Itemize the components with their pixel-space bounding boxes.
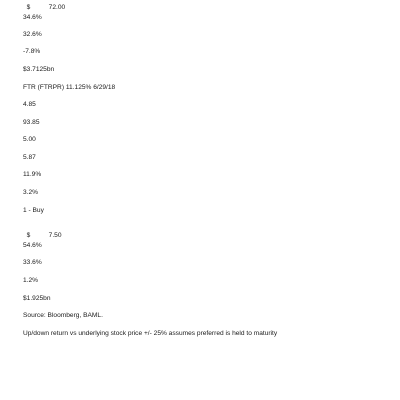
- value-line: 5.87: [23, 154, 36, 161]
- footnote: Up/down return vs underlying stock price +/- 25% assumes preferred is held to maturity: [23, 330, 278, 337]
- value-line: 32.6%: [23, 31, 42, 38]
- currency-symbol: $: [26, 232, 31, 239]
- value-line: 4.85: [23, 101, 36, 108]
- value-line: 54.6%: [23, 242, 42, 249]
- value-line: 93.85: [23, 119, 40, 126]
- price-value: 7.50: [48, 232, 62, 239]
- source-note: Source: Bloomberg, BAML.: [23, 312, 103, 319]
- currency-symbol: $: [26, 4, 31, 11]
- value-line: 1.2%: [23, 277, 39, 284]
- value-line: 5.00: [23, 136, 36, 143]
- value-line: 3.2%: [23, 189, 39, 196]
- value-line: $1.925bn: [23, 295, 51, 302]
- value-line: 34.6%: [23, 14, 42, 21]
- price-row-top: [23, 0, 65, 12]
- rating-line: 1 - Buy: [23, 207, 44, 214]
- value-line: $3.7125bn: [23, 66, 55, 73]
- security-title: FTR (FTRPR) 11.125% 6/29/18: [23, 84, 116, 91]
- price-value: 72.00: [48, 4, 66, 11]
- price-row: [23, 224, 62, 240]
- value-line: -7.8%: [23, 48, 41, 55]
- value-line: 33.6%: [23, 259, 42, 266]
- value-line: 11.9%: [23, 171, 42, 178]
